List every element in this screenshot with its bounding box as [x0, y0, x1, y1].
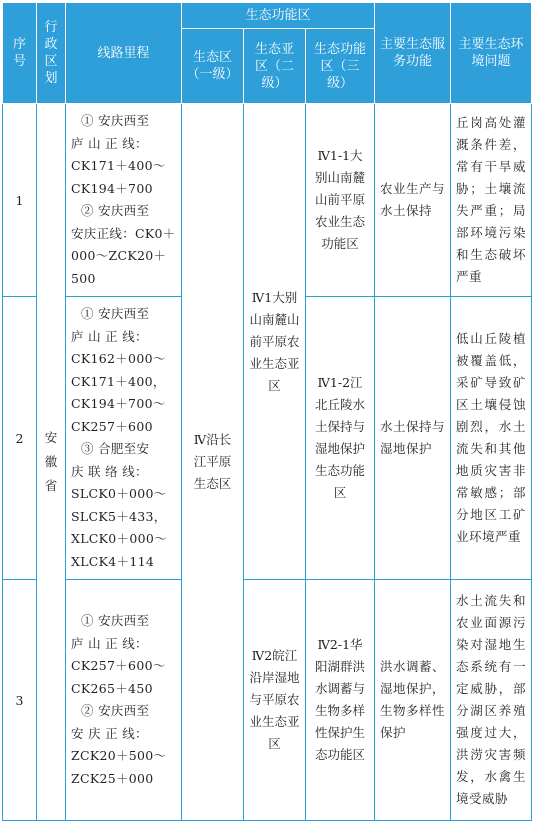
route-line: SLCK0＋000～	[71, 486, 167, 501]
row-seq: 2	[3, 297, 37, 580]
route-line: ② 安庆西至	[81, 203, 150, 218]
problem-cell: 水土流失和农业面源污染对湿地生态系统有一定威胁，部分湖区养殖强度过大，洪涝灾害频发，水禽生境受威胁	[451, 580, 532, 821]
route-line: CK257＋600～	[71, 658, 166, 673]
row-seq: 3	[3, 580, 37, 821]
header-route: 线路里程	[66, 3, 182, 104]
route-line: XLCK4＋114	[71, 553, 155, 569]
zone1-cell: Ⅳ沿长江平原生态区	[182, 104, 244, 821]
route-line: CK162＋000～	[71, 351, 166, 366]
problem-cell: 丘岗高处灌溉条件差，常有干旱威胁；土壤流失严重；局部环境污染和生态破坏严重	[451, 104, 532, 297]
header-function-group: 生态功能区	[182, 3, 375, 29]
route-line: SLCK5＋433，	[71, 508, 167, 524]
header-region: 行政区划	[37, 3, 66, 104]
route-line: 庐 山 正 线：	[71, 135, 148, 151]
route-line: ① 安庆西至	[81, 613, 150, 628]
route-line: XLCK0＋000～	[71, 531, 167, 546]
header-zone1: 生态区（一级）	[182, 29, 244, 104]
header-problem: 主要生态环境问题	[451, 3, 532, 104]
route-line: CK257＋600	[71, 418, 153, 434]
route-line: ② 安庆西至	[81, 703, 150, 718]
row-seq: 1	[3, 104, 37, 297]
zone3-cell: Ⅳ2-1华阳湖群洪水调蓄与生物多样性保护生态功能区	[306, 580, 375, 821]
route-line: CK194＋700	[71, 180, 153, 196]
route-line: CK194＋700～	[71, 396, 166, 411]
route-line: 500	[71, 270, 96, 286]
route-cell	[66, 104, 182, 297]
zone2-cell: Ⅳ1大别山南麓山前平原农业生态亚区	[244, 104, 306, 580]
header-service: 主要生态服务功能	[375, 3, 451, 104]
route-line: 安 庆 正 线：	[71, 725, 148, 741]
route-line: 庆 联 络 线：	[71, 463, 148, 479]
route-line: 000～ZCK20＋	[71, 248, 167, 263]
header-seq: 序号	[3, 3, 37, 104]
ecological-zoning-table	[2, 2, 532, 821]
route-line: CK171＋400，	[71, 373, 166, 389]
route-line: CK171＋400～	[71, 158, 166, 173]
header-zone3: 生态功能区（三级）	[306, 29, 375, 104]
service-cell: 水土保持与湿地保护	[375, 297, 451, 580]
route-line: 安庆正线：CK0＋	[71, 225, 176, 241]
service-cell: 洪水调蓄、湿地保护，生物多样性保护	[375, 580, 451, 821]
route-line: ① 安庆西至	[81, 306, 150, 321]
route-line: ③ 合肥至安	[81, 441, 150, 456]
route-cell	[66, 297, 182, 580]
route-line: 庐 山 正 线：	[71, 328, 148, 344]
zone2-cell: Ⅳ2皖江沿岸湿地与平原农业生态亚区	[244, 580, 306, 821]
route-line: ZCK20＋500～	[71, 748, 167, 763]
route-line: CK265＋450	[71, 680, 153, 696]
header-row-1	[3, 3, 532, 29]
table-row	[3, 104, 532, 297]
table-row	[3, 580, 532, 821]
header-zone2: 生态亚区（二级）	[244, 29, 306, 104]
service-cell: 农业生产与水土保持	[375, 104, 451, 297]
region-cell: 安徽省	[37, 104, 66, 821]
route-line: 庐 山 正 线：	[71, 635, 148, 651]
route-line: ① 安庆西至	[81, 113, 150, 128]
zone3-cell: Ⅳ1-1大别山南麓山前平原农业生态功能区	[306, 104, 375, 297]
route-line: ZCK25＋000	[71, 770, 154, 786]
zone3-cell: Ⅳ1-2江北丘陵水土保持与湿地保护生态功能区	[306, 297, 375, 580]
route-cell	[66, 580, 182, 821]
problem-cell: 低山丘陵植被覆盖低，采矿导致矿区土壤侵蚀剧烈，水土流失和其他地质灾害非常敏感；部分地区工矿业环境严重	[451, 297, 532, 580]
